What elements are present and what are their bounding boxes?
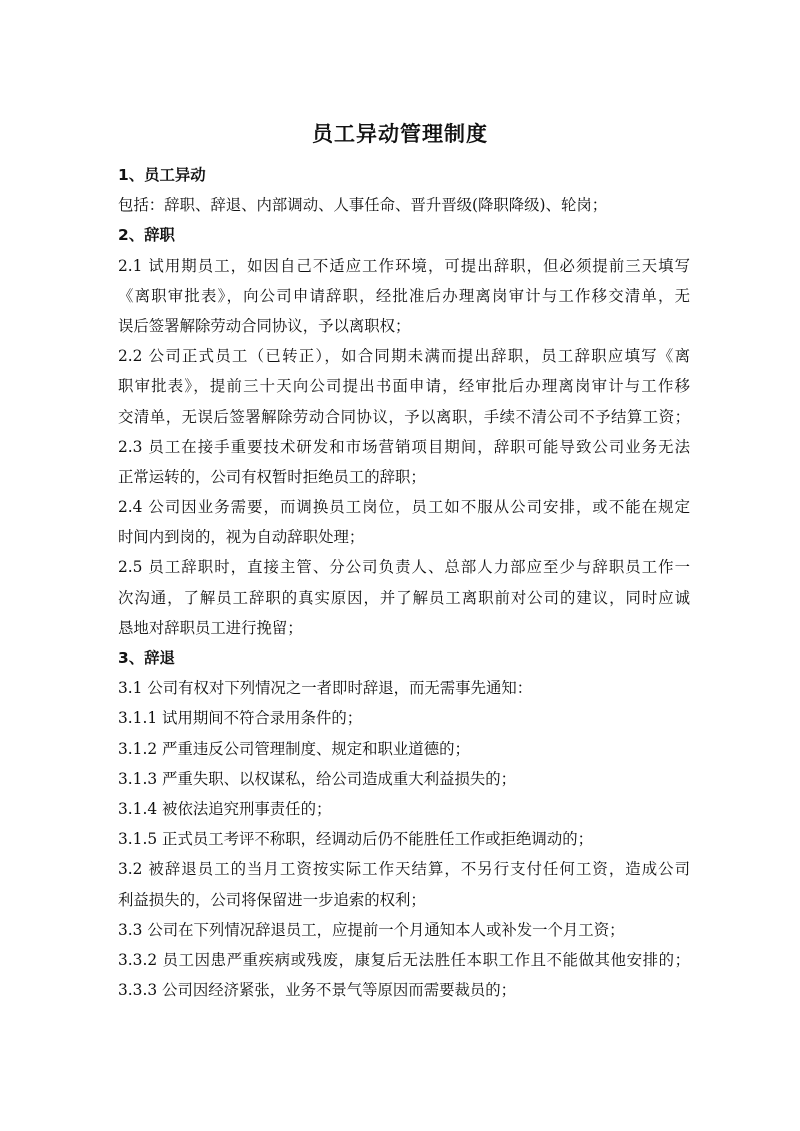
paragraph-line: 3.1.1 试用期间不符合录用条件的； — [118, 709, 363, 728]
paragraph-line: 2.1 试用期员工，如因自己不适应工作环境，可提出辞职，但必须提前三天填写 — [118, 256, 690, 275]
paragraph-line: 3.3.3 公司因经济紧张，业务不景气等原因而需要裁员的； — [118, 981, 517, 1000]
paragraph-line: 《离职审批表》，向公司申请辞职，经批准后办理离岗审计与工作移交清单，无 — [118, 286, 690, 305]
paragraph-line: 职审批表》，提前三十天向公司提出书面申请，经审批后办理离岗审计与工作移 — [118, 377, 690, 396]
paragraph-line: 恳地对辞职员工进行挽留； — [118, 618, 303, 637]
paragraph-line: 2.4 公司因业务需要，而调换员工岗位，员工如不服从公司安排，或不能在规定 — [118, 498, 690, 517]
document-body — [118, 160, 690, 1005]
paragraph-line: 2.3 员工在接手重要技术研发和市场营销项目期间，辞职可能导致公司业务无法 — [118, 437, 690, 456]
paragraph-line: 2.2 公司正式员工（已转正），如合同期未满而提出辞职，员工辞职应填写《离 — [118, 347, 690, 366]
paragraph-line: 时间内到岗的，视为自动辞职处理； — [118, 528, 365, 547]
paragraph-line: 3.3.2 员工因患严重疾病或残废，康复后无法胜任本职工作且不能做其他安排的； — [118, 950, 690, 969]
paragraph-line: 3.1 公司有权对下列情况之一者即时辞退，而无需事先通知： — [118, 679, 533, 698]
paragraph-line: 3.1.4 被依法追究刑事责任的； — [118, 799, 332, 818]
section-heading-resignation: 2、辞职 — [118, 226, 175, 245]
paragraph-line: 误后签署解除劳动合同协议，予以离职权； — [118, 316, 411, 335]
paragraph-line: 交清单，无误后签署解除劳动合同协议，予以离职，手续不清公司不予结算工资； — [118, 407, 690, 426]
paragraph-line: 3.1.2 严重违反公司管理制度、规定和职业道德的； — [118, 739, 470, 758]
paragraph-line: 3.1.5 正式员工考评不称职，经调动后仍不能胜任工作或拒绝调动的； — [118, 830, 593, 849]
paragraph-line: 3.1.3 严重失职、以权谋私，给公司造成重大利益损失的； — [118, 769, 517, 788]
paragraph-line: 包括：辞职、辞退、内部调动、人事任命、晋升晋级(降职降级)、轮岗； — [118, 196, 608, 215]
paragraph-line: 利益损失的，公司将保留进一步追索的权利； — [118, 890, 426, 909]
paragraph-line: 正常运转的，公司有权暂时拒绝员工的辞职； — [118, 467, 426, 486]
paragraph-line: 3.3 公司在下列情况辞退员工，应提前一个月通知本人或补发一个月工资； — [118, 920, 625, 939]
section-heading-dismissal: 3、辞退 — [118, 649, 175, 667]
paragraph-line: 次沟通，了解员工辞职的真实原因，并了解员工离职前对公司的建议，同时应诚 — [118, 588, 690, 607]
paragraph-line: 2.5 员工辞职时，直接主管、分公司负责人、总部人力部应至少与辞职员工作一 — [118, 558, 690, 577]
section-heading-employee-change: 1、员工异动 — [118, 166, 206, 184]
document-title: 员工异动管理制度 — [312, 122, 488, 146]
paragraph-line: 3.2 被辞退员工的当月工资按实际工作天结算，不另行支付任何工资，造成公司 — [118, 860, 690, 879]
